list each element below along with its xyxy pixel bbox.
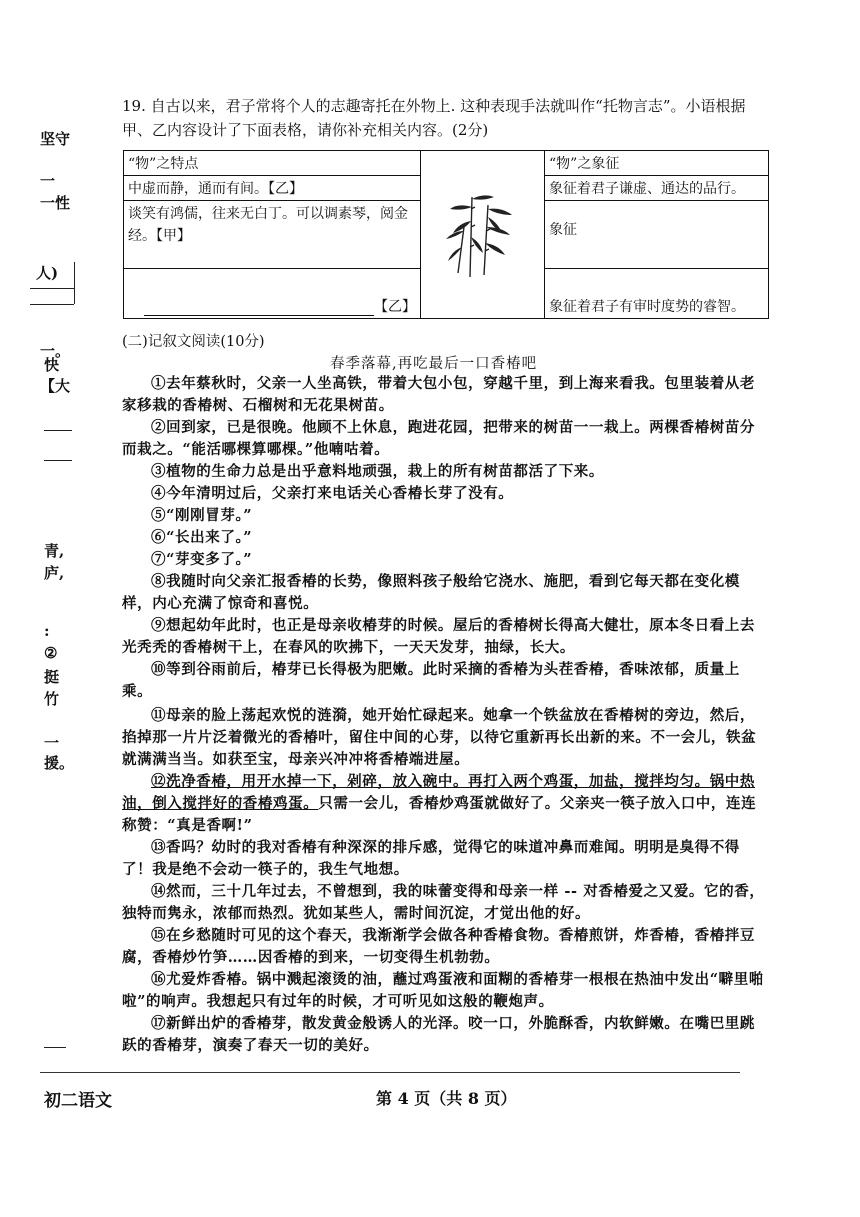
paragraph-5: ⑤“刚刚冒芽。” bbox=[151, 507, 253, 524]
table-row-2-feature: 谈笑有鸿儒，往来无白丁。可以调素琴，阅金经。【甲】 bbox=[124, 201, 421, 269]
margin-text-6: 快 bbox=[44, 356, 60, 374]
paragraph-6: ⑥“长出来了。” bbox=[151, 529, 253, 546]
margin-text-1: 坚守 bbox=[40, 130, 71, 148]
paragraph-2: ②回到家，已是很晚。他顾不上休息，跑进花园，把带来的树苗一一栽上。两棵香椿树苗分而栽之。“能活哪棵算哪棵。”他喃咕着。 bbox=[122, 419, 755, 458]
paragraph-10: ⑩等到谷雨前后，椿芽已长得极为肥嫩。此时采摘的香椿为头茬香椿，香味浓郁，质量上乘。 bbox=[122, 661, 740, 700]
margin-text-12: 挺 bbox=[44, 668, 60, 686]
bamboo-image-cell bbox=[421, 151, 545, 319]
paragraph-11: ⑪母亲的脸上荡起欢悦的涟漪，她开始忙碌起来。她拿一个铁盆放在香椿树的旁边，然后，掐掉那一片片泛着微光的香椿叶，留住中间的心芽，以待它重新再长出新的来。不一会儿，铁盆就满满当当。如获至宝，母亲兴冲冲将香椿端进屋。 bbox=[122, 707, 757, 768]
table-row-3-feature[interactable]: 【乙】 bbox=[124, 269, 421, 319]
margin-text-10: : bbox=[44, 622, 50, 640]
paragraph-1: ①去年蔡秋时，父亲一人坐高铁，带着大包小包，穿越千里，到上海来看我。包里装着从老家移栽的香椿树、石榴树和无花果树苗。 bbox=[122, 375, 755, 414]
question-19: 19. 自古以来，君子常将个人的志趣寄托在外物上. 这种表现手法就叫作“托物言志”。小语根据甲、乙内容设计了下面表格，请你补充相关内容。(2分) bbox=[122, 97, 746, 139]
paragraph-12 bbox=[122, 771, 770, 837]
margin-text-3: 一性 bbox=[40, 194, 71, 212]
paragraph-12-rest: 只需一会儿，香椿炒鸡蛋就做好了。父亲夹一筷子放入口中，连连称赞：“真是香啊!” bbox=[122, 795, 757, 834]
margin-text-13: 竹 bbox=[44, 690, 60, 708]
bamboo-icon bbox=[440, 187, 526, 279]
paragraph-8: ⑧我随时向父亲汇报香椿的长势，像照料孩子般给它浇水、施肥，看到它每天都在变化模样，内心充满了惊奇和喜悦。 bbox=[122, 573, 740, 612]
margin-text-4: 人) bbox=[36, 264, 59, 282]
footer-page-number: 第 4 页（共 8 页） bbox=[376, 1089, 517, 1108]
paragraph-15: ⑮在乡愁随时可见的这个春天，我渐渐学会做各种香椿食物。香椿煎饼，炸香椿，香椿拌豆腐，香椿炒竹笋……因香椿的到来，一切变得生机勃勃。 bbox=[122, 927, 755, 966]
table-row-1-symbol: 象征着君子谦虚、通达的品行。 bbox=[545, 176, 769, 201]
article-title: 春季落幕,再吃最后一口香椿吧 bbox=[330, 356, 538, 372]
margin-text-11: ② bbox=[44, 644, 58, 662]
margin-text-2: 一 bbox=[40, 172, 56, 190]
table-header-symbol: “物”之象征 bbox=[545, 151, 769, 176]
answer-table bbox=[123, 150, 769, 319]
paragraph-7: ⑦“芽变多了。” bbox=[151, 551, 253, 568]
paragraph-3: ③植物的生命力总是出乎意料地顽强，栽上的所有树苗都活了下来。 bbox=[151, 463, 604, 480]
paragraph-16: ⑯尤爱炸香椿。锅中溅起滚烫的油，蘸过鸡蛋液和面糊的香椿芽一根根在热油中发出“噼里啪啦”的响声。我想起只有过年的时候，才可听见如这般的鞭炮声。 bbox=[122, 971, 764, 1010]
footer-subject: 初二语文 bbox=[44, 1091, 112, 1111]
table-row-3-symbol: 象征着君子有审时度势的睿智。 bbox=[545, 269, 769, 319]
margin-text-8: 青, bbox=[44, 542, 65, 560]
margin-text-14: 一 bbox=[44, 734, 60, 752]
paragraph-13: ⑬香吗？幼时的我对香椿有种深深的排斥感，觉得它的味道冲鼻而难闻。明明是臭得不得了！我是绝不会动一筷子的，我生气地想。 bbox=[122, 839, 740, 878]
table-row-1-feature: 中虚而静，通而有间。【乙】 bbox=[124, 176, 421, 201]
margin-text-5: 一。 bbox=[40, 342, 71, 360]
paragraph-9: ⑨想起幼年此时，也正是母亲收椿芽的时候。屋后的香椿树长得高大健壮，原本冬日看上去光秃秃的香椿树干上，在春风的吹拂下，一天天发芽，抽绿，长大。 bbox=[122, 617, 755, 656]
paragraph-4: ④今年清明过后，父亲打来电话关心香椿长芽了没有。 bbox=[151, 485, 514, 502]
section-heading: (二)记叙文阅读(10分) bbox=[122, 334, 265, 350]
paragraph-14: ⑭然而，三十几年过去，不曾想到，我的味蕾变得和母亲一样 -- 对香椿爱之又爱。它的香，独特而隽永，浓郁而热烈。犹如某些人，需时间沉淀，才觉出他的好。 bbox=[122, 883, 765, 922]
answer-blank[interactable] bbox=[144, 315, 374, 316]
table-header-feature: “物”之特点 bbox=[124, 151, 421, 176]
margin-text-15: 援。 bbox=[44, 754, 75, 772]
margin-text-9: 庐, bbox=[44, 564, 65, 582]
table-row-2-symbol[interactable]: 象征 bbox=[545, 201, 769, 269]
margin-text-7: 【大 bbox=[40, 377, 71, 395]
paragraph-17: ⑰新鲜出炉的香椿芽，散发黄金般诱人的光泽。咬一口，外脆酥香，内软鲜嫩。在嘴巴里跳跃的香椿芽，演奏了春天一切的美好。 bbox=[122, 1015, 755, 1054]
paragraph-12-underlined: ⑫洗净香椿，用开水掉一下，剁碎，放入碗中。再打入两个鸡蛋，加盐，搅拌均匀。锅中热油，倒入搅拌好的香椿鸡蛋。 bbox=[122, 773, 755, 812]
